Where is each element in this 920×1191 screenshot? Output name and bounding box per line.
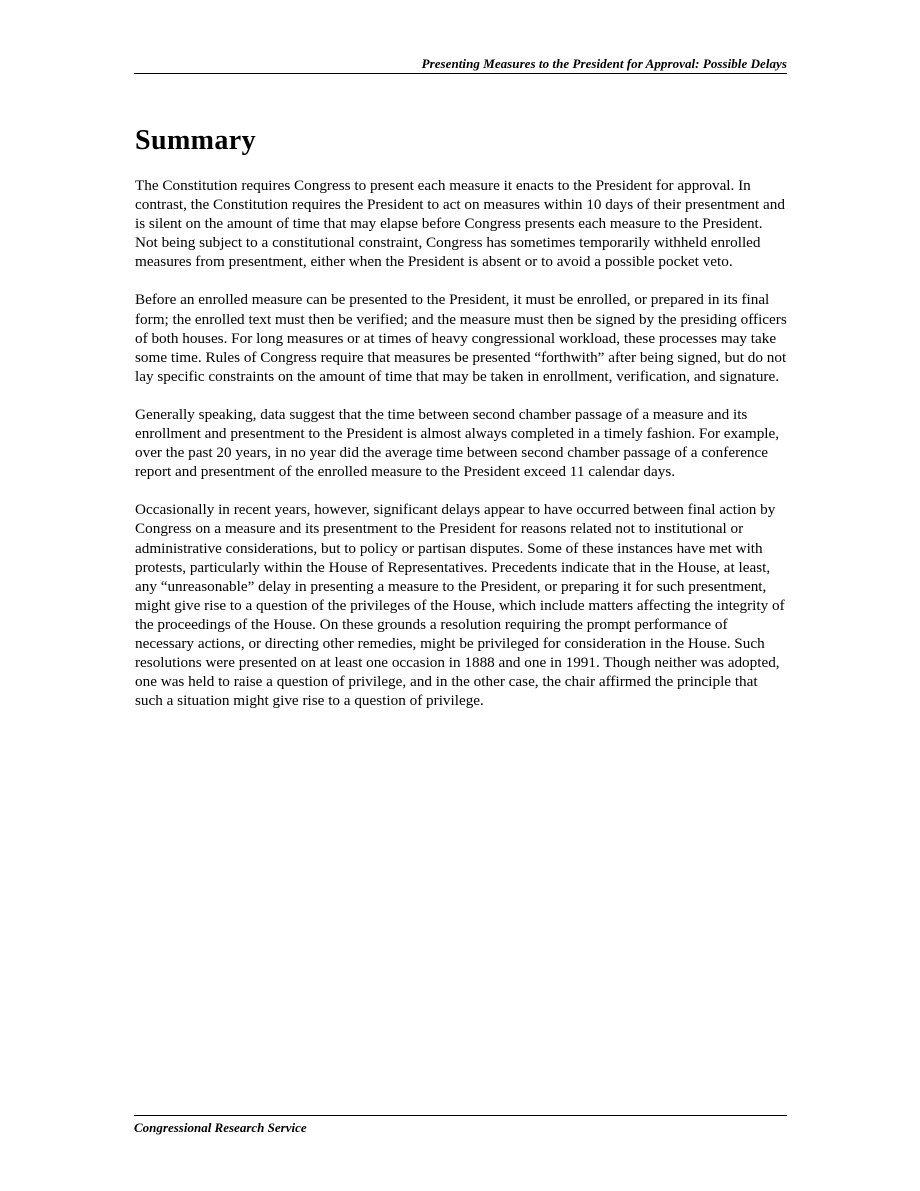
summary-paragraph: Before an enrolled measure can be presented to the President, it must be enrolled, or prepared in its final form; the enrolled text must then be verified; and the measure must then be signed by the presiding officers of both houses. For long measures or at times of heavy congressional workload, these processes may take some time. Rules of Congress require that measures be presented “forthwith” after being signed, but do not lay specific constraints on the amount of time that may be taken in enrollment, verification, and signature. <box>135 291 787 385</box>
running-header-title: Presenting Measures to the President for Approval: Possible Delays <box>421 56 787 71</box>
footer-organization: Congressional Research Service <box>134 1120 307 1135</box>
section-title: Summary <box>135 125 257 156</box>
summary-paragraph: Generally speaking, data suggest that the time between second chamber passage of a measure and its enrollment and presentment to the President is almost always completed in a timely fashion. For example, over the past 20 years, in no year did the average time between second chamber passage of a conference report and presentment of the enrolled measure to the President exceed 11 calendar days. <box>135 405 780 481</box>
summary-body <box>135 176 787 729</box>
summary-paragraph: Occasionally in recent years, however, significant delays appear to have occurred between final action by Congress on a measure and its presentment to the President for reasons related not to institutional or administrative considerations, but to policy or partisan disputes. Some of these instances have met with protests, particularly within the House of Representatives. Precedents indicate that in the House, at least, any “unreasonable” delay in presenting a measure to the President, or preparing it for such presentment, might give rise to a question of the privileges of the House, which include matters affecting the integrity of the proceedings of the House. On these grounds a resolution requiring the prompt performance of necessary actions, or directing other remedies, might be privileged for consideration in the House. Such resolutions were presented on at least one occasion in 1888 and one in 1991. Though neither was adopted, one was held to raise a question of privilege, and in the other case, the chair affirmed the principle that such a situation might give rise to a question of privilege. <box>135 501 785 710</box>
summary-paragraph: The Constitution requires Congress to present each measure it enacts to the President for approval. In contrast, the Constitution requires the President to act on measures within 10 days of their presentment and is silent on the amount of time that may elapse before Congress presents each measure to the President. Not being subject to a constitutional constraint, Congress has sometimes temporarily withheld enrolled measures from presentment, either when the President is absent or to avoid a possible pocket veto. <box>135 177 785 271</box>
running-header <box>134 56 787 74</box>
running-footer <box>134 1115 787 1135</box>
